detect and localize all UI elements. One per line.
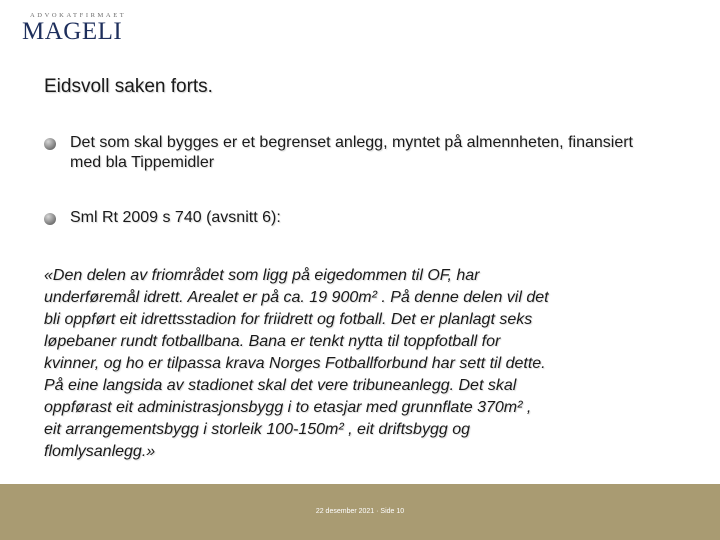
bullet-icon	[44, 213, 56, 225]
bullet-item	[44, 133, 664, 173]
quote-line: eit arrangementsbygg i storleik 100-150m² , eit driftsbygg og	[44, 421, 470, 438]
logo-wordmark: MAGELI	[22, 18, 123, 45]
slide-title: Eidsvoll saken forts.	[44, 76, 213, 97]
bullet-icon	[44, 138, 56, 150]
quote-line: underføremål idrett. Arealet er på ca. 19 900m² . På denne delen vil det	[44, 289, 549, 306]
company-logo	[22, 12, 126, 45]
quote-line: bli oppført eit idrettsstadion for friidrett og fotball. Det er planlagt seks	[44, 311, 533, 328]
logo-tagline: ADVOKATFIRMAET	[30, 12, 127, 19]
court-quote	[44, 265, 684, 463]
quote-line: På eine langsida av stadionet skal det vere tribuneanlegg. Det skal	[44, 377, 517, 394]
quote-line: oppførast eit administrasjonsbygg i to etasjar med grunnflate 370m² ,	[44, 399, 532, 416]
bullet-item	[44, 208, 664, 228]
footer-bar	[0, 484, 720, 540]
quote-line: flomlysanlegg.»	[44, 443, 156, 460]
quote-line: «Den delen av friområdet som ligg på eigedommen til OF, har	[44, 267, 480, 284]
quote-line: kvinner, og ho er tilpassa krava Norges Fotballforbund har sett til dette.	[44, 355, 546, 372]
footer-date-page: 22 desember 2021 · Side 10	[315, 508, 405, 515]
bullet-text: Sml Rt 2009 s 740 (avsnitt 6):	[70, 209, 281, 226]
quote-line: løpebaner rundt fotballbana. Bana er tenkt nytta til toppfotball for	[44, 333, 501, 350]
bullet-text: Det som skal bygges er et begrenset anlegg, myntet på almennheten, finansiert med bla Tippemidler	[70, 134, 633, 171]
